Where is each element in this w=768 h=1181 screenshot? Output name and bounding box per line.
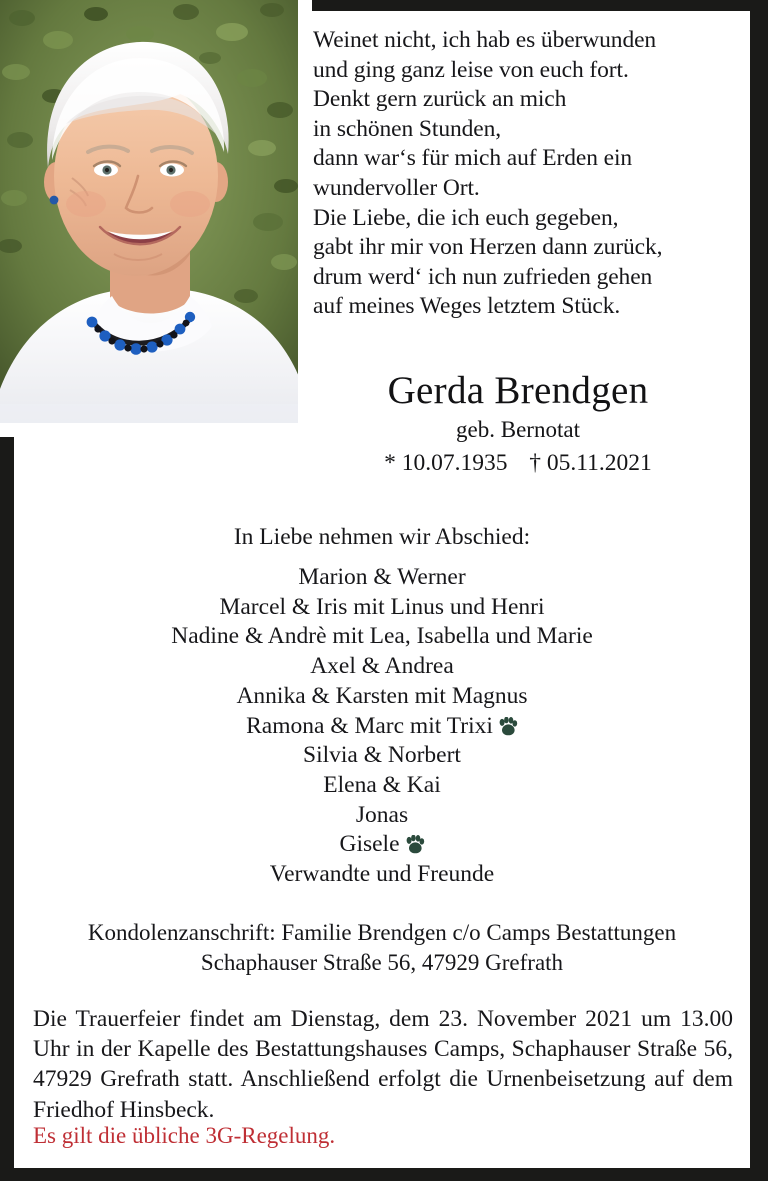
mourner-name: Elena & Kai [323, 771, 441, 798]
mourner-entry [14, 593, 750, 623]
mourners-list [14, 563, 750, 890]
poem-line: gabt ihr mir von Herzen dann zurück, [313, 234, 663, 261]
mourner-name: Verwandte und Freunde [269, 861, 495, 888]
poem-line: wundervoller Ort. [313, 174, 480, 201]
life-dates [298, 447, 738, 479]
mourner-name: Axel & Andrea [310, 653, 454, 680]
death-date: 05.11.2021 [546, 450, 652, 476]
mourner-name: Marion & Werner [298, 564, 466, 590]
death-symbol: † [529, 450, 542, 476]
mourner-name: Jonas [355, 801, 409, 828]
covid-rule-note: Es gilt die übliche 3G-Regelung. [33, 1123, 336, 1148]
mourner-entry [14, 830, 750, 860]
maiden-name: geb. Bernotat [456, 417, 580, 442]
memorial-poem [313, 26, 741, 322]
condolence-line-2: Schaphauser Straße 56, 47929 Grefrath [200, 950, 564, 975]
poem-line: auf meines Weges letztem Stück. [313, 293, 621, 320]
mourner-entry [14, 801, 750, 831]
mourner-entry [14, 622, 750, 652]
mourner-name: Nadine & Andrè mit Lea, Isabella und Marie [171, 623, 593, 650]
mourner-entry [14, 771, 750, 801]
mourner-name: Annika & Karsten mit Magnus [236, 682, 528, 709]
poem-line: und ging ganz leise von euch fort. [313, 56, 629, 83]
poem-line: drum werd‘ ich nun zufrieden gehen [313, 263, 653, 290]
mourner-entry [14, 741, 750, 771]
mourner-name: Marcel & Iris mit Linus und Henri [219, 593, 545, 620]
mourner-entry [14, 682, 750, 712]
mourner-name: Silvia & Norbert [303, 742, 461, 769]
mourning-frame-right [750, 0, 768, 1181]
mourning-frame-bottom [0, 1168, 768, 1181]
name-block [298, 368, 738, 479]
paw-print-icon [405, 835, 425, 854]
mourner-name: Gisele [339, 831, 400, 858]
mourner-entry [14, 563, 750, 593]
mourner-name: Ramona & Marc mit Trixi [246, 712, 493, 739]
mourning-frame-left [0, 437, 14, 1181]
poem-line: in schönen Stunden, [313, 115, 502, 142]
mourner-entry [14, 860, 750, 890]
poem-line: dann war‘s für mich auf Erden ein [313, 145, 633, 172]
birth-date: 10.07.1935 [401, 450, 508, 476]
birth-symbol: * [384, 450, 396, 476]
paw-print-icon [498, 717, 518, 736]
poem-line: Weinet nicht, ich hab es überwunden [313, 27, 657, 53]
poem-line: Die Liebe, die ich euch gegeben, [313, 204, 619, 231]
mourning-frame-top [312, 0, 768, 11]
mourners-block [14, 523, 750, 890]
poem-line: Denkt gern zurück an mich [313, 86, 567, 113]
deceased-name: Gerda Brendgen [387, 369, 649, 412]
service-details [33, 1004, 733, 1125]
mourner-entry [14, 712, 750, 742]
mourners-intro: In Liebe nehmen wir Abschied: [233, 524, 531, 550]
condolence-line-1: Kondolenzanschrift: Familie Brendgen c/o Camps Bestattungen [87, 920, 677, 945]
service-text: Die Trauerfeier findet am Dienstag, dem 23. November 2021 um 13.00 Uhr in der Kapelle des Bestattungshauses Camps, Schaphauser Straße 56, 47929 Grefrath statt. Anschließend erfolgt die Urnenbeisetzung auf dem Friedhof Hinsbeck. [33, 1006, 733, 1123]
mourner-entry [14, 652, 750, 682]
condolence-address [14, 918, 750, 978]
portrait-photo [0, 0, 298, 423]
